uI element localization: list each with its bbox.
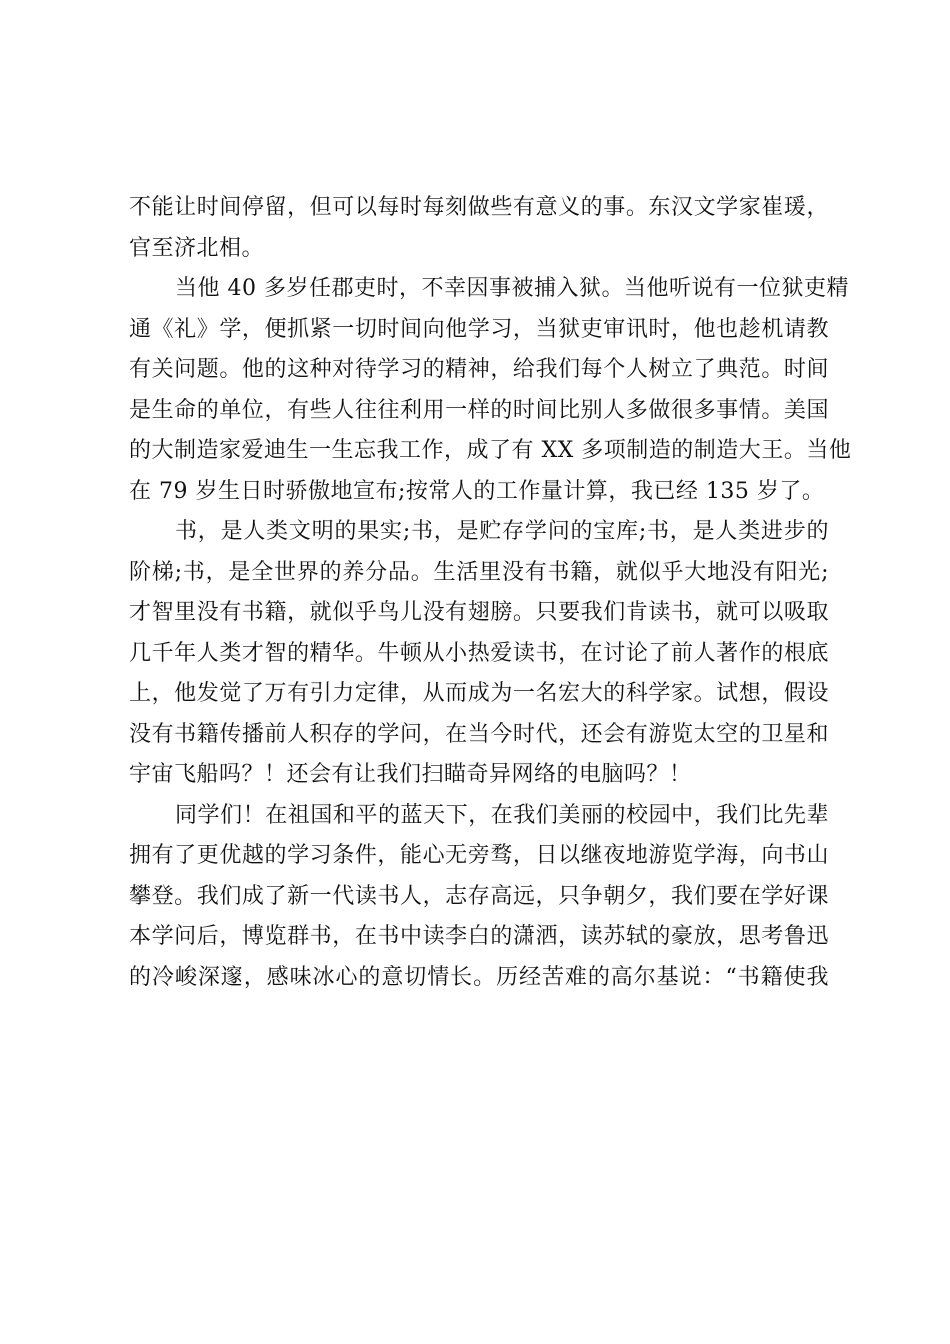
- text-line: 拥有了更优越的学习条件，能心无旁骛，日以继夜地游览学海，向书山: [129, 843, 829, 868]
- text-line: 宇宙飞船吗？！还会有让我们扫瞄奇异网络的电脑吗？！: [129, 762, 692, 787]
- text-line: 在 79 岁生日时骄傲地宣布;按常人的工作量计算，我已经 135 岁了。: [129, 478, 825, 504]
- text-line: 上，他发觉了万有引力定律，从而成为一名宏大的科学家。试想，假设: [129, 681, 829, 706]
- text-line: 才智里没有书籍，就似乎鸟儿没有翅膀。只要我们肯读书，就可以吸取: [129, 600, 829, 625]
- text-line: 不能让时间停留，但可以每时每刻做些有意义的事。东汉文学家崔瑗，: [129, 195, 829, 220]
- text-line: 通《礼》学，便抓紧一切时间向他学习，当狱吏审讯时，他也趁机请教: [129, 316, 829, 342]
- document-body: [129, 188, 852, 998]
- text-line: 的冷峻深邃，感味冰心的意切情长。历经苦难的高尔基说：“书籍使我: [129, 964, 829, 990]
- text-line: 没有书籍传播前人积存的学问，在当今时代，还会有游览太空的卫星和: [129, 721, 829, 747]
- text-line: 本学问后，博览群书，在书中读李白的潇洒，读苏轼的豪放，思考鲁迅: [129, 924, 829, 949]
- text-line: 阶梯;书，是全世界的养分品。生活里没有书籍，就似乎大地没有阳光;: [129, 559, 829, 585]
- text-line: 几千年人类才智的精华。牛顿从小热爱读书，在讨论了前人著作的根底: [129, 640, 829, 666]
- paragraph-2: [129, 269, 852, 512]
- text-line: 书，是人类文明的果实;书，是贮存学问的宝库;书，是人类进步的: [175, 519, 829, 544]
- paragraph-3: [129, 512, 829, 796]
- text-line: 有关问题。他的这种对待学习的精神，给我们每个人树立了典范。时间: [129, 357, 829, 382]
- text-line: 同学们！在祖国和平的蓝天下，在我们美丽的校园中，我们比先辈: [175, 802, 829, 828]
- text-line: 官至济北相。: [129, 235, 265, 261]
- text-line: 的大制造家爱迪生一生忘我工作，成了有 XX 多项制造的制造大王。当他: [129, 438, 852, 463]
- text-line: 攀登。我们成了新一代读书人，志存高远，只争朝夕，我们要在学好课: [129, 883, 829, 909]
- text-line: 是生命的单位，有些人往往利用一样的时间比别人多做很多事情。美国: [129, 397, 829, 423]
- text-line: 当他 40 多岁任郡吏时，不幸因事被捕入狱。当他听说有一位狱吏精: [175, 276, 849, 301]
- paragraph-4: [129, 796, 829, 999]
- paragraph-1: [129, 188, 829, 269]
